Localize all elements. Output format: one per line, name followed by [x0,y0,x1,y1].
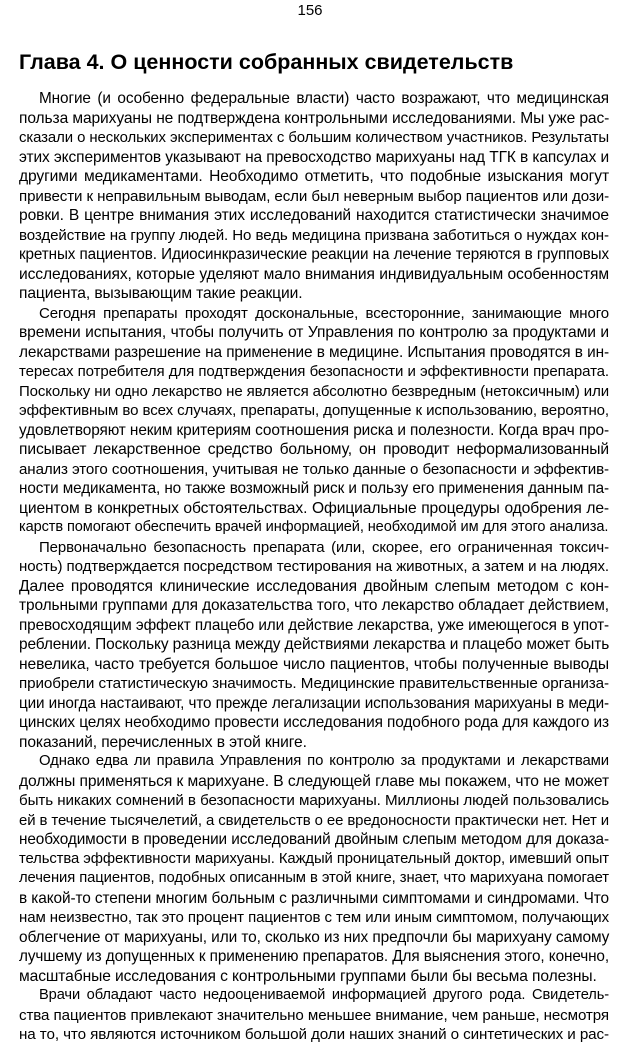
text-line: привести к неправильным выводам, если был неверным выбор пациентов или дози- [19,187,609,205]
text-line: кретных пациентов. Идиосинкразические реакции на лечение теряются в групповых [19,246,609,263]
paragraph [19,986,609,1045]
text-line: исследованиях, которые уделяют мало внимания индивидуальным особенностям [19,265,609,283]
text-line: Однако едва ли правила Управления по контролю за продуктами и лекарствами [39,753,609,769]
page-number: 156 [297,2,323,19]
text-line: должны применяться к марихуане. В следующей главе мы покажем, что не может [19,772,609,790]
text-line: Сегодня препараты проходят доскональные, всесторонние, занимающие много [39,304,609,322]
text-line: анализ этого соотношения, учитывая не только данные о безопасности и эффектив- [19,460,609,478]
text-line: лучшему из допущенных к применению препаратов. Для выяснения этого, конечно, [19,948,609,965]
text-line: Врачи обладают часто недооцениваемой информацией другого рода. Свидетель- [39,987,609,1003]
paragraph [19,304,609,538]
paragraph [19,752,609,986]
text-line: нам неизвестно, так это процент пациентов с тем или иным симптомом, получающих [19,909,609,926]
text-line: в какой-то степени многим больным с различными симптомами и синдромами. Что [19,889,609,907]
text-line: тересах потребителя для подтверждения безопасности и эффективности препарата. [19,363,609,380]
text-line: Далее проводятся клинические исследования двойным слепым методом с кон- [19,577,609,595]
text-line: писывает лекарственное средство больному, он проводит неформализованный [19,441,609,458]
text-line: облегчение от марихуаны, или то, сколько из них предпочли бы марихуану самому [19,928,610,946]
text-line: другими медикаментами. Необходимо отметить, что подобные изыскания могут [19,168,609,185]
text-line: времени испытания, чтобы получить от Управления по контролю за продуктами и [19,324,609,341]
text-line: ей в течение тысячелетий, а свидетельств о ее вредоносности практически нет. Нет и [19,811,610,829]
text-line: показаний, перечисленных в этой книге. [19,733,307,751]
text-line: лечения пациентов, подобных описанным в этой книге, знает, что марихуана помогает [19,870,609,886]
text-line: ность) подтверждается посредством тестирования на животных, а затем и на людях. [19,558,609,575]
text-line: пациента, вызывающим такие реакции. [19,285,303,302]
text-line: приобрели статистическую значимость. Медицинские правительственные организа- [19,675,609,692]
text-line: польза марихуаны не подтверждена контрольными исследованиями. Мы уже рас- [19,109,610,127]
text-line: быть никаких сомнений в безопасности марихуаны. Миллионы людей пользовались [19,792,609,809]
text-line: масштабные исследования с контрольными группами были бы весьма полезны. [19,967,597,985]
text-line: ности медикамента, но также возможный риск и пользу его применения данным па- [19,480,609,497]
text-line: ровки. В центре внимания этих исследований находится статистически значимое [19,207,609,224]
text-line: этих экспериментов указывают на превосходство марихуаны над ТГК в капсулах и [19,148,609,166]
text-line: реблении. Поскольку разница между действиями лекарства и плацебо может быть [19,636,610,653]
text-line: Первоначально безопасность препарата (или, скорее, его ограниченная токсич- [39,538,609,556]
text-line: Многие (и особенно федеральные власти) часто возражают, что медицинская [39,90,609,107]
paragraph [19,89,609,304]
text-line: цинских целях необходимо провести исследования подобного рода для каждого из [19,714,609,731]
chapter-title: Глава 4. О ценности собранных свидетельств [19,50,514,74]
text-line: тельства эффективности марихуаны. Каждый проницательный доктор, имевший опыт [19,850,609,867]
text-line: эффективным во всех случаях, препараты, допущенные к использованию, вероятно, [19,402,609,419]
text-line: ции иногда настаивают, что прежде легализации использования марихуаны в меди- [19,694,609,712]
text-line: превосходящим эффект плацебо или действие лекарства, уже имеющегося в упот- [19,616,609,634]
text-line: лекарствами разрешение на применение в медицине. Испытания проводятся в ин- [19,343,609,361]
text-line: Поскольку ни одно лекарство не является абсолютно безвредным (нетоксичным) или [19,382,609,400]
text-line: на то, что являются источником большой доли наших знаний о синтетических и рас- [19,1026,609,1043]
text-line: невелика, часто требуется большое число пациентов, чтобы полученные выводы [19,655,609,673]
text-line: циентом в конкретных обстоятельствах. Официальные процедуры одобрения ле- [19,499,609,517]
text-line: сказали о нескольких экспериментах с большим количеством участников. Результаты [19,129,609,146]
paragraph [19,538,609,753]
text-line: трольными группами для доказательства того, что лекарство обладает действием, [19,597,609,614]
text-line: карств помогают обеспечить врачей информацией, необходимой им для этого анализа. [19,519,609,535]
text-line: воздействие на группу людей. Но ведь медицина призвана заботиться о нуждах кон- [19,226,609,244]
text-line: удовлетворяют неким критериям соотношения риска и полезности. Когда врач про- [19,421,609,439]
chapter-body [19,89,609,1045]
text-line: необходимости в проведении исследований двойным слепым методом для доказа- [19,831,609,848]
text-line: ства пациентов привлекают значительно меньшее внимание, чем раньше, несмотря [19,1006,609,1024]
